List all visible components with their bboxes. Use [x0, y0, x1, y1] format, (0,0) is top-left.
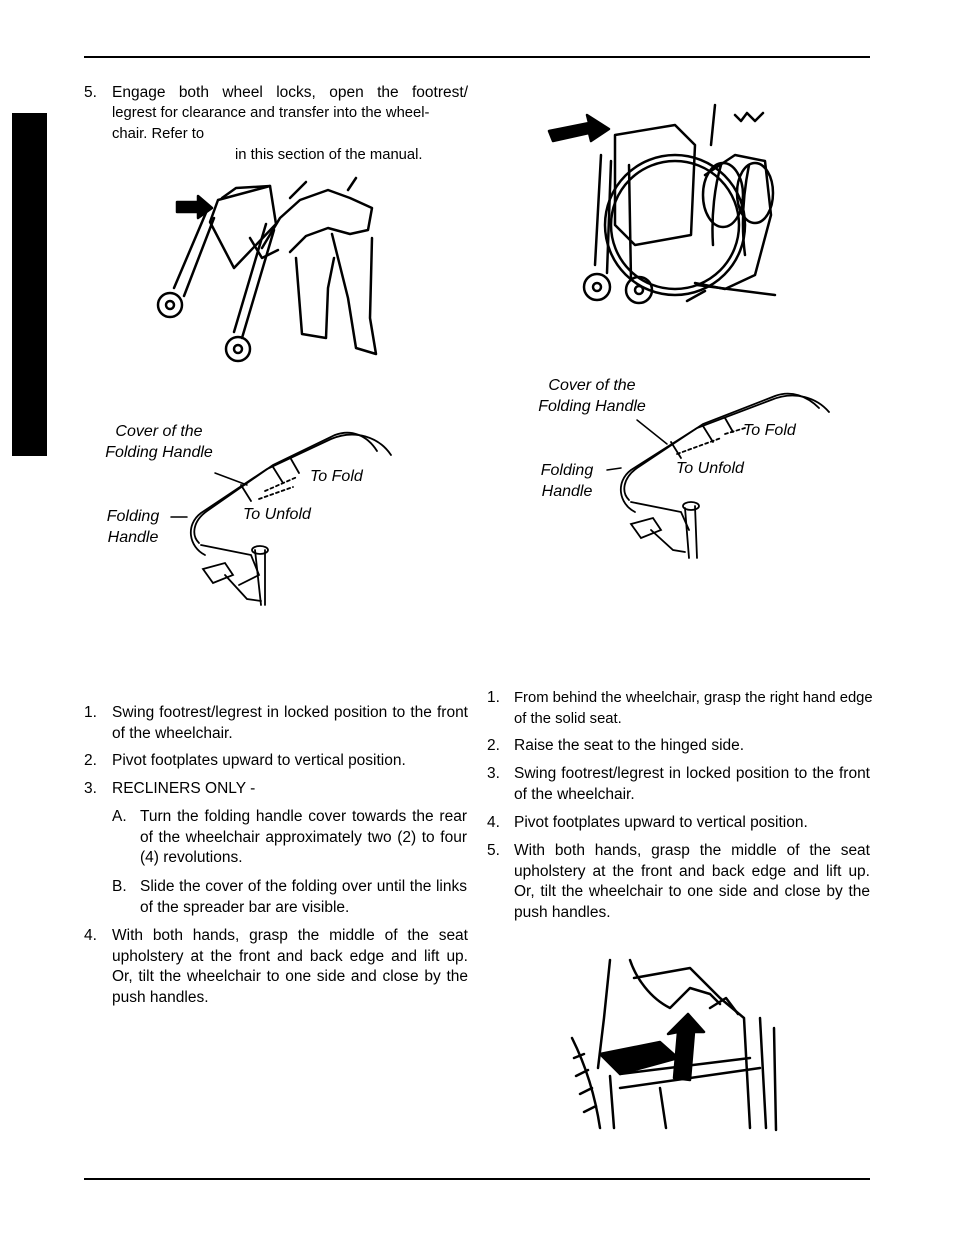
left-step2-text: Pivot footplates upward to vertical position. [112, 752, 406, 769]
left-cover-line1: Cover of the [115, 423, 203, 440]
left-step4-text: With both hands, grasp the middle of the seat upholstery at the front and back edge and lift up. Or, tilt the wheelchair to one side and close by the push handles. [112, 927, 468, 1006]
right-handle-line2: Handle [541, 483, 593, 500]
right-handle-label [533, 460, 601, 502]
transfer-illustration [150, 178, 385, 368]
top-rule [84, 56, 870, 58]
left-step3-number: 3. [84, 780, 97, 797]
step5-line3: chair. Refer to [112, 126, 205, 142]
right-step1-text: From behind the wheelchair, grasp the right hand edge of the solid seat. [514, 690, 873, 727]
left-handle-label [100, 506, 166, 548]
left-substepB-letter: B. [112, 878, 127, 895]
left-substepB-text: Slide the cover of the folding over until the links of the spreader bar are visible. [140, 878, 467, 916]
left-step2-number: 2. [84, 752, 97, 769]
left-handle-line1: Folding [106, 508, 160, 525]
left-cover-label [95, 421, 223, 463]
step5-line4: in this section of the manual. [235, 147, 423, 163]
left-cover-line2: Folding Handle [105, 444, 213, 461]
left-handle-line2: Handle [107, 529, 159, 546]
left-to-fold-label: To Fold [310, 468, 363, 485]
right-to-unfold-label: To Unfold [676, 460, 744, 477]
right-step1-number: 1. [487, 689, 500, 706]
right-cover-line2: Folding Handle [538, 398, 646, 415]
left-step1-text: Swing footrest/legrest in locked position to the front of the wheelchair. [112, 704, 468, 742]
step5-line2: legrest for clearance and transfer into the wheel- [112, 105, 430, 121]
right-step3-text: Swing footrest/legrest in locked position to the front of the wheelchair. [514, 765, 870, 803]
left-step4-number: 4. [84, 927, 97, 944]
arrow-icon [177, 196, 212, 218]
section-tab [12, 113, 47, 456]
step5-number: 5. [84, 84, 97, 101]
right-step4-text: Pivot footplates upward to vertical position. [514, 814, 808, 831]
left-to-unfold-label: To Unfold [243, 506, 311, 523]
wheelchair-illustration [545, 105, 780, 310]
seat-lift-illustration [570, 958, 780, 1133]
right-step2-number: 2. [487, 737, 500, 754]
right-step2-text: Raise the seat to the hinged side. [514, 737, 745, 754]
left-substepA-letter: A. [112, 808, 127, 825]
arrow-icon [668, 1014, 704, 1080]
arrow-icon [549, 115, 609, 141]
right-step4-number: 4. [487, 814, 500, 831]
left-step3-text: RECLINERS ONLY - [112, 780, 256, 797]
left-step1-number: 1. [84, 704, 97, 721]
right-cover-label [528, 375, 656, 417]
right-to-fold-label: To Fold [743, 422, 796, 439]
bottom-rule [84, 1178, 870, 1180]
right-handle-line1: Folding [540, 462, 594, 479]
right-step3-number: 3. [487, 765, 500, 782]
right-cover-line1: Cover of the [548, 377, 636, 394]
left-substepA-text: Turn the folding handle cover towards the rear of the wheelchair approximately two (2) to four (4) revolutions. [140, 808, 467, 866]
right-step5-text: With both hands, grasp the middle of the seat upholstery at the front and back edge and lift up. Or, tilt the wheelchair to one side and close by the push handles. [514, 842, 870, 921]
right-step5-number: 5. [487, 842, 500, 859]
step5-line1: Engage both wheel locks, open the footrest/ [112, 84, 468, 101]
